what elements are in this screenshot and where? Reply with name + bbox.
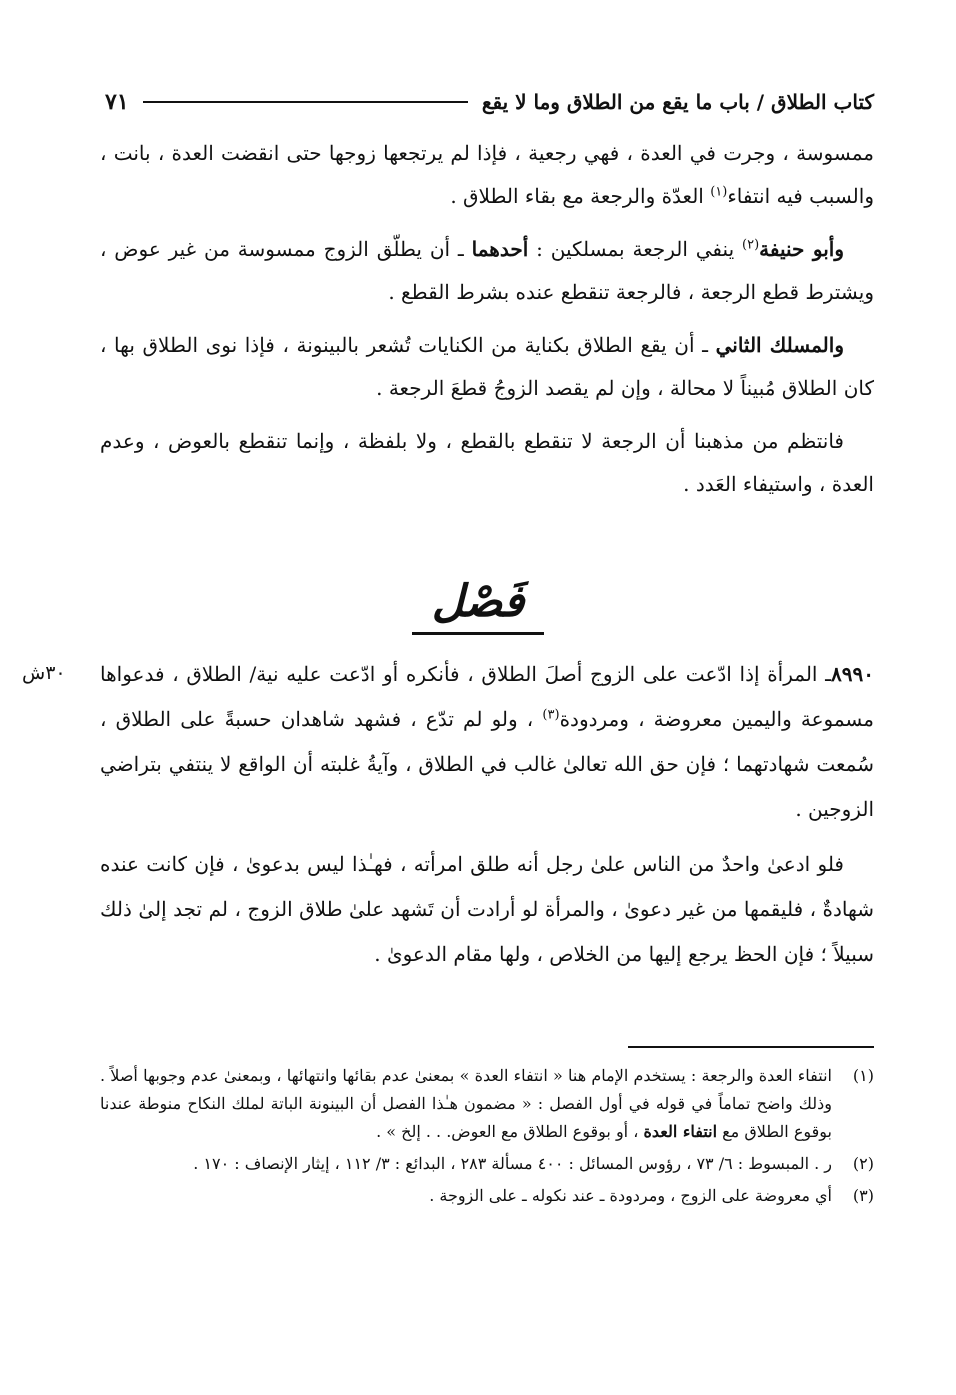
paragraph-text: العدّة والرجعة مع بقاء الطلاق . — [450, 184, 711, 208]
body-text-top — [100, 132, 874, 516]
footnote — [100, 1182, 874, 1210]
footnote-ref[interactable]: (٢) — [742, 237, 760, 253]
footnote-text: أي معروضة على الزوج ، ومردودة ـ عند نكوله ـ على الزوجة . — [429, 1186, 832, 1205]
running-header — [105, 82, 874, 122]
paragraph-text: ـ أن يقع الطلاق بكناية من الكنايات تُشعر بالبينونة ، فإذا نوى الطلاق بها ، كان الطلاق مُبيناً لا محالة ، وإن لم يقصد الزوجُ قطعَ الرجعة . — [100, 333, 874, 400]
paragraph-text: ـ المرأة إذا ادّعت على الزوج أصلَ الطلاق ، فأنكره أو ادّعت عليه نية/ الطلاق ، فدعواها مسموعة واليمين معروضة ، ومردودة — [100, 662, 874, 731]
footnote-number: (٣) — [852, 1186, 874, 1205]
bold-term: أحدهما — [471, 237, 529, 261]
footnote-text: ر . المبسوط : ٦/ ٧٣ ، رؤوس المسائل : ٤٠٠ مسألة ٢٨٣ ، البدائع : ٣/ ١١٢ ، إيثار الإنصاف : ١٧٠ . — [193, 1154, 832, 1173]
chapter-title: كتاب الطلاق / باب ما يقع من الطلاق وما لا يقع — [481, 90, 874, 114]
paragraph-text: ينفي الرجعة بمسلكين : — [528, 237, 742, 261]
footnotes — [100, 1062, 874, 1214]
footnote-ref[interactable]: (٣) — [542, 707, 560, 723]
paragraph — [100, 132, 874, 218]
footnote-ref[interactable]: (١) — [710, 184, 728, 200]
paragraph — [100, 324, 874, 410]
paragraph-text: فانتظم من مذهبنا أن الرجعة لا تنقطع بالقطع ، ولا بلفظة ، وإنما تنقطع بالعوض ، وعدم العدة ، واستيفاء العَدد . — [100, 429, 874, 496]
paragraph — [100, 228, 874, 314]
paragraph — [100, 420, 874, 506]
paragraph — [100, 652, 874, 832]
body-text-bottom — [100, 652, 874, 987]
section-heading-ornament — [0, 570, 956, 640]
section-heading: فَصْل — [412, 576, 545, 635]
footnote-number: (٢) — [852, 1154, 874, 1173]
issue-number: ٨٩٩٠ — [831, 662, 874, 686]
footnote — [100, 1150, 874, 1178]
paragraph-text: فلو ادعىٰ واحدٌ من الناس علىٰ رجل أنه طلق امرأته ، فهـٰذا ليس بدعوىٰ ، فإن كانت عنده شهادةٌ ، فليقمها من غير دعوىٰ ، والمرأة لو أرادت أن تَشهد علىٰ طلاق الزوج ، لم تجد إلىٰ ذلك سبيلاً ؛ فإن الحظ يرجع إليها من الخلاص ، ولها مقام الدعوىٰ . — [100, 852, 874, 966]
paragraph-text: ـ أن يطلّق الزوج ممسوسة من غير عوض ، ويشترط قطع الرجعة ، فالرجعة تنقطع عنده بشرط القطع . — [100, 237, 874, 304]
margin-note: ٣٠ش — [22, 662, 66, 684]
paragraph-text: ، ولو لم تدّع ، فشهد شاهدان حسبةً على الطلاق ، سُمعت شهادتهما ؛ فإن حق الله تعالىٰ غالب في الطلاق ، وآيةُ غلبته أن الواقع لا ينتفي بتراضي الزوجين . — [100, 707, 874, 821]
footnote — [100, 1062, 874, 1146]
footnote-text-part: انتفاء العدة والرجعة : يستخدم الإمام هنا « انتفاء العدة » بمعنىٰ عدم بقائها وانتهائها ، وبمعنىٰ عدم وجوبها أصلاً . وذلك واضح تماماً في قوله في أول الفصل : « مضمون هـٰذا الفصل أن البينونة الباتة لملك النكاح منوطة عندنا بوقوع الطلاق مع — [100, 1066, 833, 1141]
header-rule — [143, 101, 468, 103]
footnote-text-part: ، أو بوقوع الطلاق مع العوض. . . إلخ » . — [376, 1122, 644, 1141]
footnote-text — [100, 1062, 832, 1146]
footnote-separator — [628, 1046, 874, 1048]
paragraph — [100, 842, 874, 977]
page-number: ٧١ — [105, 89, 129, 115]
bold-term: وأبو حنيفة — [759, 237, 844, 261]
bold-term: والمسلك الثاني — [715, 333, 844, 357]
footnote-number: (١) — [852, 1066, 874, 1085]
footnote-bold: انتفاء العدة — [643, 1122, 718, 1141]
paragraph-text: ممسوسة ، وجرت في العدة ، فهي رجعية ، فإذا لم يرتجعها زوجها حتى انقضت العدة ، بانت ، والسبب فيه انتفاء — [100, 141, 874, 208]
